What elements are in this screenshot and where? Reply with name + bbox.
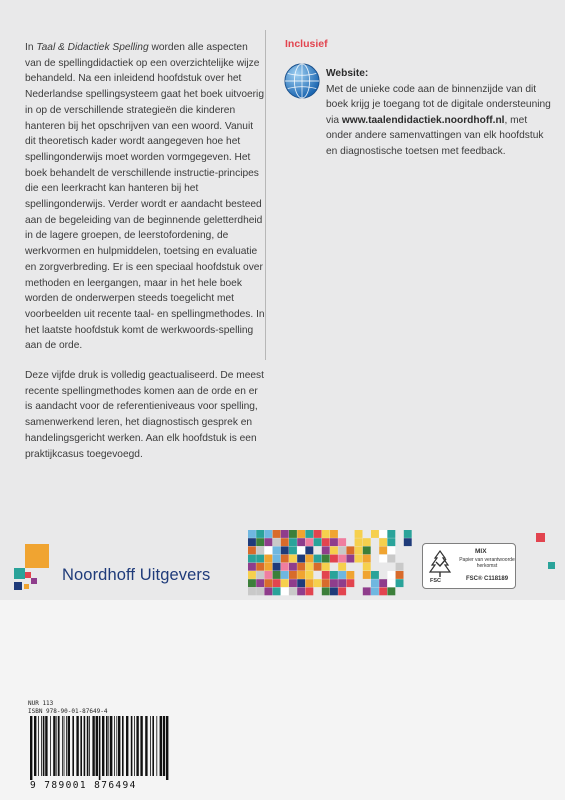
accent-square-teal <box>548 562 555 569</box>
barcode-bar <box>108 716 109 776</box>
mosaic-tile <box>355 546 363 554</box>
mosaic-tile <box>330 538 338 546</box>
mosaic-tile <box>387 538 395 546</box>
mosaic-tile <box>256 563 264 571</box>
mosaic-tile <box>248 571 256 579</box>
mosaic-tile <box>297 571 305 579</box>
barcode-bar <box>89 716 90 776</box>
barcode-bar <box>50 716 51 776</box>
barcode-bar <box>92 716 94 776</box>
website-label: Website: <box>326 68 369 79</box>
mosaic-tile <box>379 546 387 554</box>
mosaic-tile <box>256 579 264 587</box>
barcode-bar <box>140 716 142 776</box>
barcode-bar <box>41 716 42 776</box>
mosaic-tile <box>387 555 395 563</box>
barcode-bar <box>76 716 78 776</box>
mosaic-tile <box>273 530 281 538</box>
book-title-inline: Taal & Didactiek Spelling <box>36 42 149 53</box>
barcode-bar <box>87 716 89 776</box>
mosaic-tile <box>387 546 395 554</box>
barcode-bar <box>134 716 135 776</box>
barcode-bar <box>38 716 39 776</box>
mosaic-tile <box>264 579 272 587</box>
isbn-number: ISBN 978-90-01-87649-4 <box>28 708 108 715</box>
mosaic-tile <box>281 571 289 579</box>
mosaic-tile <box>363 571 371 579</box>
mosaic-tile <box>297 530 305 538</box>
mosaic-tile <box>256 571 264 579</box>
barcode-bar <box>66 716 67 776</box>
barcode-bar <box>45 716 47 776</box>
website-description: Met de unieke code aan de binnenzijde van dit boek krijg je toegang tot de digitale ondersteuning via www.taalendidactiek.noordhoff.nl, met onder andere samenvattingen van elk hoofdstuk en diagnostische toetsen met feedback. <box>326 83 551 157</box>
mosaic-tile <box>314 579 322 587</box>
mosaic-tile <box>305 587 313 595</box>
mosaic-tile <box>322 530 330 538</box>
mosaic-tile <box>346 571 354 579</box>
mosaic-tile <box>404 538 412 546</box>
mosaic-tile <box>281 555 289 563</box>
mosaic-tile <box>338 538 346 546</box>
mosaic-tile <box>297 579 305 587</box>
mosaic-tile <box>281 579 289 587</box>
mosaic-tile <box>330 546 338 554</box>
mosaic-tile <box>248 579 256 587</box>
mosaic-tile <box>256 538 264 546</box>
mosaic-tile <box>264 530 272 538</box>
mosaic-tile <box>289 579 297 587</box>
mosaic-tile <box>322 563 330 571</box>
mosaic-tile <box>248 530 256 538</box>
mosaic-tile <box>256 530 264 538</box>
mosaic-tile <box>322 579 330 587</box>
mosaic-tile <box>305 571 313 579</box>
barcode-bar <box>118 716 120 776</box>
mosaic-tile <box>363 563 371 571</box>
barcode-bar <box>84 716 86 776</box>
mosaic-tile <box>297 538 305 546</box>
column-divider <box>265 30 266 360</box>
barcode-bar <box>56 716 57 776</box>
barcode-bar <box>163 716 165 776</box>
mosaic-tile <box>281 563 289 571</box>
fsc-paper-line: Papier van verantwoorde herkomst <box>459 557 515 569</box>
mosaic-tile <box>387 579 395 587</box>
barcode-bar <box>30 716 32 780</box>
description-paragraph-1: In Taal & Didactiek Spelling worden alle aspecten van de spellingdidactiek op een overzichtelijke wijze behandeld. Na een inleidend hoofdstuk over het Nederlandse spellingsysteem gaat het boek uitvoerig in op de verschillende strategieën die kinderen hanteren bij het opschrijven van een woord. Vanuit dit theoretisch kader wordt aangegeven hoe het spellingonderwijs moet worden vormgegeven. Het boek behandelt de verschillende instructie-principes die een leerkracht kan hanteren bij het spellingonderwijs. Verder wordt er aandacht besteed aan de begeleiding van de beginnende geletterdheid in de lagere groepen, de leerstofordening, de werkvormen en hulpmiddelen, toetsing en evaluatie en zorgverbreding. Er is een speciaal hoofdstuk over methoden en leergangen, maar in het hele boek worden de onderwerpen steeds toegelicht met voorbeelden uit recente taal- en spellingmethodes. In het laatste hoofdstuk komt de werkwoords-spelling aan de orde. <box>25 42 265 352</box>
barcode-digits: 9 789001 876494 <box>30 780 137 791</box>
mosaic-tile <box>305 538 313 546</box>
mosaic-tile <box>355 538 363 546</box>
mosaic-tile <box>297 546 305 554</box>
mosaic-tile <box>338 587 346 595</box>
mosaic-tile <box>273 587 281 595</box>
barcode-bar <box>80 716 82 776</box>
mosaic-tile <box>346 546 354 554</box>
description-text <box>25 40 265 476</box>
mosaic-tile <box>289 555 297 563</box>
mosaic-tile <box>264 546 272 554</box>
mosaic-tile <box>363 587 371 595</box>
mosaic-tile <box>379 555 387 563</box>
mosaic-tile <box>256 555 264 563</box>
fsc-code: FSC® C118189 <box>465 576 509 582</box>
fsc-mix: MIX <box>475 548 487 555</box>
mosaic-tile <box>256 546 264 554</box>
mosaic-tile <box>264 538 272 546</box>
mosaic-tile <box>330 555 338 563</box>
mosaic-tile <box>256 587 264 595</box>
barcode-bar <box>145 716 147 776</box>
pixel-mosaic <box>248 530 413 600</box>
mosaic-tile <box>289 563 297 571</box>
barcode-bar <box>114 716 115 776</box>
mosaic-tile <box>305 563 313 571</box>
mosaic-tile <box>371 530 379 538</box>
isbn-info <box>28 700 168 716</box>
mosaic-tile <box>314 563 322 571</box>
globe-icon <box>283 62 321 100</box>
barcode-bar <box>110 716 112 776</box>
mosaic-tile <box>379 587 387 595</box>
barcode-bar <box>166 716 168 780</box>
mosaic-tile <box>297 555 305 563</box>
mosaic-tile <box>264 563 272 571</box>
barcode-bar <box>106 716 108 776</box>
website-url[interactable]: www.taalendidactiek.noordhoff.nl <box>341 114 505 126</box>
mosaic-tile <box>264 587 272 595</box>
mosaic-tile <box>273 555 281 563</box>
mosaic-tile <box>379 530 387 538</box>
mosaic-tile <box>297 563 305 571</box>
barcode-bar <box>53 716 55 776</box>
mosaic-tile <box>305 530 313 538</box>
mosaic-tile <box>314 555 322 563</box>
mosaic-tile <box>355 555 363 563</box>
barcode-bar <box>122 716 124 776</box>
mosaic-tile <box>322 587 330 595</box>
website-info <box>326 66 551 160</box>
mosaic-tile <box>248 563 256 571</box>
mosaic-tile <box>404 530 412 538</box>
mosaic-tile <box>281 530 289 538</box>
mosaic-tile <box>289 587 297 595</box>
mosaic-tile <box>305 579 313 587</box>
barcode-bar <box>116 716 117 776</box>
mosaic-tile <box>396 579 404 587</box>
barcode-bar <box>68 716 70 776</box>
mosaic-tile <box>346 555 354 563</box>
mosaic-tile <box>289 538 297 546</box>
mosaic-tile <box>248 555 256 563</box>
mosaic-tile <box>322 571 330 579</box>
fsc-label <box>422 543 516 589</box>
mosaic-tile <box>273 563 281 571</box>
barcode-bar <box>58 716 60 776</box>
mosaic-tile <box>281 538 289 546</box>
barcode-bar <box>156 716 157 776</box>
mosaic-tile <box>379 579 387 587</box>
barcode-bar <box>152 716 154 776</box>
mosaic-tile <box>248 587 256 595</box>
mosaic-tile <box>371 571 379 579</box>
mosaic-tile <box>322 538 330 546</box>
fsc-logo-text: FSC <box>430 578 441 584</box>
mosaic-tile <box>396 571 404 579</box>
mosaic-tile <box>338 555 346 563</box>
mosaic-tile <box>289 530 297 538</box>
mosaic-tile <box>273 571 281 579</box>
nur-code: NUR 113 <box>28 700 54 707</box>
mosaic-tile <box>338 571 346 579</box>
mosaic-tile <box>338 579 346 587</box>
mosaic-tile <box>305 555 313 563</box>
mosaic-tile <box>387 587 395 595</box>
barcode-bar <box>150 716 151 776</box>
accent-square-red <box>536 533 545 542</box>
mosaic-tile <box>330 579 338 587</box>
mosaic-tile <box>355 530 363 538</box>
mosaic-tile <box>281 587 289 595</box>
mosaic-tile <box>363 546 371 554</box>
barcode-bar <box>131 716 133 776</box>
barcode-bar <box>34 716 36 776</box>
mosaic-tile <box>289 571 297 579</box>
mosaic-tile <box>297 587 305 595</box>
barcode-bar <box>136 716 138 776</box>
barcode-bar <box>126 716 128 776</box>
barcode-bar <box>43 716 45 776</box>
mosaic-tile <box>387 530 395 538</box>
barcode-bar <box>64 716 65 776</box>
mosaic-tile <box>314 530 322 538</box>
mosaic-tile <box>273 538 281 546</box>
description-paragraph-2: Deze vijfde druk is volledig geactualiseerd. De meest recente spellingmethodes komen aan de orde en er is aandacht voor de referentieniveaus voor spelling, samenwerkend leren, het diagnostisch gesprek en handelingsgericht werken. Aan elk hoofdstuk is een praktijkcasus toegevoegd. <box>25 370 264 460</box>
mosaic-tile <box>371 579 379 587</box>
mosaic-tile <box>264 571 272 579</box>
mosaic-tile <box>248 538 256 546</box>
mosaic-tile <box>289 546 297 554</box>
mosaic-tile <box>305 546 313 554</box>
mosaic-tile <box>396 563 404 571</box>
mosaic-tile <box>338 563 346 571</box>
barcode-bar <box>96 716 98 776</box>
mosaic-tile <box>330 571 338 579</box>
inclusief-heading: Inclusief <box>285 38 328 50</box>
mosaic-tile <box>363 555 371 563</box>
barcode-bar <box>72 716 74 776</box>
mosaic-tile <box>322 546 330 554</box>
mosaic-tile <box>379 538 387 546</box>
mosaic-tile <box>281 546 289 554</box>
mosaic-tile <box>264 555 272 563</box>
barcode-bar <box>160 716 162 776</box>
mosaic-tile <box>346 579 354 587</box>
mosaic-tile <box>322 555 330 563</box>
mosaic-tile <box>330 530 338 538</box>
barcode-bar <box>62 716 63 776</box>
mosaic-tile <box>314 538 322 546</box>
mosaic-tile <box>273 579 281 587</box>
mosaic-tile <box>273 546 281 554</box>
mosaic-tile <box>363 538 371 546</box>
mosaic-tile <box>248 546 256 554</box>
barcode-bar <box>102 716 104 776</box>
mosaic-tile <box>371 587 379 595</box>
mosaic-tile <box>338 546 346 554</box>
mosaic-tile <box>387 571 395 579</box>
barcode <box>28 716 173 780</box>
publisher-name: Noordhoff Uitgevers <box>62 566 211 584</box>
barcode-bar <box>99 716 101 780</box>
mosaic-tile <box>330 587 338 595</box>
